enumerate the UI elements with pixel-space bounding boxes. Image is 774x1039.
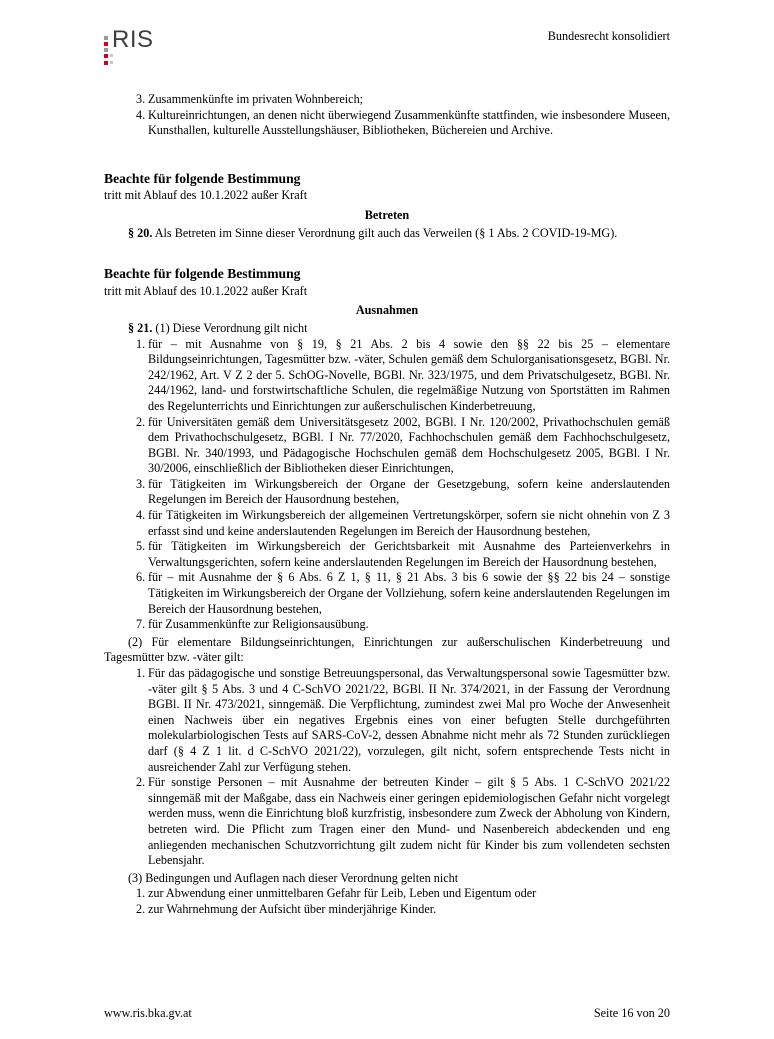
list-item: 1. Für das pädagogische und sonstige Betreuungspersonal, das Verwaltungspersonal sowie Tagesmütter bzw. -väter gilt § 5 Abs. 3 und 4 C-SchVO 2021/22, BGBl. II Nr. 374/2021, in der Fassung der Verordnung BGBl. II Nr. 473/2021, sinngemäß. Die Verpflichtung, zumindest zwei Mal pro Woche der Anwesenheit einen Nachweis über ein negatives Ergebnis eines von einer befugten Stelle durchgeführten molekularbiologischen Tests auf SARS-CoV-2, dessen Abnahme nicht mehr als 72 Stunden zurückliegen darf (§ 4 Z 1 lit. d C-SchVO 2021/22), vorzulegen, gilt nicht, sofern entsprechende Tests nicht in ausreichender Zahl zur Verfügung stehen. (136, 666, 670, 774)
section-heading: Ausnahmen (355, 303, 419, 318)
list-item: 5. für Tätigkeiten im Wirkungsbereich der Gerichtsbarkeit mit Ausnahme des Parteienverkehrs in Verwaltungsgerichten, sofern keine anderslautenden Regelungen im Bereich der Hausordnung bestehen, (136, 539, 670, 569)
paragraph: (3) Bedingungen und Auflagen nach dieser Verordnung gelten nicht (128, 870, 459, 885)
list-item: 3. für Tätigkeiten im Wirkungsbereich der Organe der Gesetzgebung, sofern keine anderslautenden Regelungen im Bereich der Hausordnung bestehen, (136, 476, 670, 507)
paragraph: § 20. Als Betreten im Sinne dieser Verordnung gilt auch das Verweilen (§ 1 Abs. 2 COVID-19-MG). (128, 225, 618, 240)
note-title: Beachte für folgende Bestimmung (104, 266, 301, 282)
list-item: 4. für Tätigkeiten im Wirkungsbereich der allgemeinen Vertretungskörper, sofern sie nicht ohnehin von Z 3 erfasst sind und keine anderslautenden Regelungen im Bereich der Hausordnung bestehen, (136, 508, 670, 538)
note-text: tritt mit Ablauf des 10.1.2022 außer Kraft (104, 283, 308, 298)
list-item: 6. für – mit Ausnahme der § 6 Abs. 6 Z 1, § 11, § 21 Abs. 3 bis 6 sowie der §§ 22 bis 24 – sonstige Tätigkeiten im Wirkungsbereich der Organe der Vollziehung, sofern keine anderslautenden Regelungen im Bereich der Hausordnung bestehen, (136, 570, 670, 616)
logo-text: RIS (112, 26, 154, 53)
document-body (104, 92, 670, 918)
list-item: 1. zur Abwendung einer unmittelbaren Gefahr für Leib, Leben und Eigentum oder (136, 886, 537, 901)
note-title: Beachte für folgende Bestimmung (104, 170, 301, 186)
list-item: 2. Für sonstige Personen – mit Ausnahme der betreuten Kinder – gilt § 5 Abs. 1 C-SchVO 2021/22 sinngemäß mit der Maßgabe, dass ein Nachweis einer geringen epidemiologischen Gefahr nicht vorgelegt werden muss, wenn die Einrichtung bloß kurzfristig, insbesondere zum Zweck der Abholung von Kindern, betreten wird. Die Pflicht zum Tragen einer den Mund- und Nasenbereich abdeckenden und eng anliegenden mechanischen Schutzvorrichtung gilt zudem nicht für Kinder bis zum vollendeten sechsten Lebensjahr. (136, 775, 670, 868)
note-text: tritt mit Ablauf des 10.1.2022 außer Kraft (104, 188, 308, 203)
footer-url: www.ris.bka.gv.at (104, 1006, 192, 1020)
list-item: 3. Zusammenkünfte im privaten Wohnbereich; (136, 92, 364, 106)
footer-page-number: Seite 16 von 20 (593, 1006, 670, 1020)
paragraph: (2) Für elementare Bildungseinrichtungen, Einrichtungen zur außerschulischen Kinderbetreuung und Tagesmütter bzw. -väter gilt: (104, 634, 670, 665)
paragraph: § 21. (1) Diese Verordnung gilt nicht (128, 320, 308, 335)
header-title: Bundesrecht konsolidiert (547, 29, 670, 43)
list-item: 2. für Universitäten gemäß dem Universitätsgesetz 2002, BGBl. I Nr. 120/2002, Privathochschulen gemäß dem Privathochschulgesetz, BGBl. I Nr. 77/2020, Fachhochschulen gemäß dem Fachhochschulgesetz, BGBl. Nr. 340/1993, und Pädagogische Hochschulen gemäß dem Hochschulgesetz 2005, BGBl. I Nr. 30/2006, einschließlich der Bibliotheken dieser Einrichtungen, (136, 414, 670, 476)
list-item: 2. zur Wahrnehmung der Aufsicht über minderjährige Kinder. (136, 901, 437, 916)
section-heading: Betreten (364, 207, 410, 222)
list-item: 1. für – mit Ausnahme von § 19, § 21 Abs. 2 bis 4 sowie den §§ 22 bis 25 – elementare Bildungseinrichtungen, Tagesmütter bzw. -väter, Schulen gemäß dem Schulorganisationsgesetz, BGBl. Nr. 242/1962, Art. V Z 2 der 5. SchOG-Novelle, BGBl. Nr. 323/1975, und dem Privatschulgesetz, BGBl. Nr. 244/1962, land- und forstwirtschaftliche Schulen, die regelmäßige Nutzung von Sportstätten im Rahmen des Regelunterrichts und Einrichtungen zur außerschulischen Kinderbetreuung, (136, 336, 670, 413)
list-item: 4. Kultureinrichtungen, an denen nicht überwiegend Zusammenkünfte stattfinden, wie insbesondere Museen, Kunsthallen, kulturelle Ausstellungshäuser, Bibliotheken, Büchereien und Archive. (136, 107, 670, 138)
list-item: 7. für Zusammenkünfte zur Religionsausübung. (136, 617, 369, 632)
